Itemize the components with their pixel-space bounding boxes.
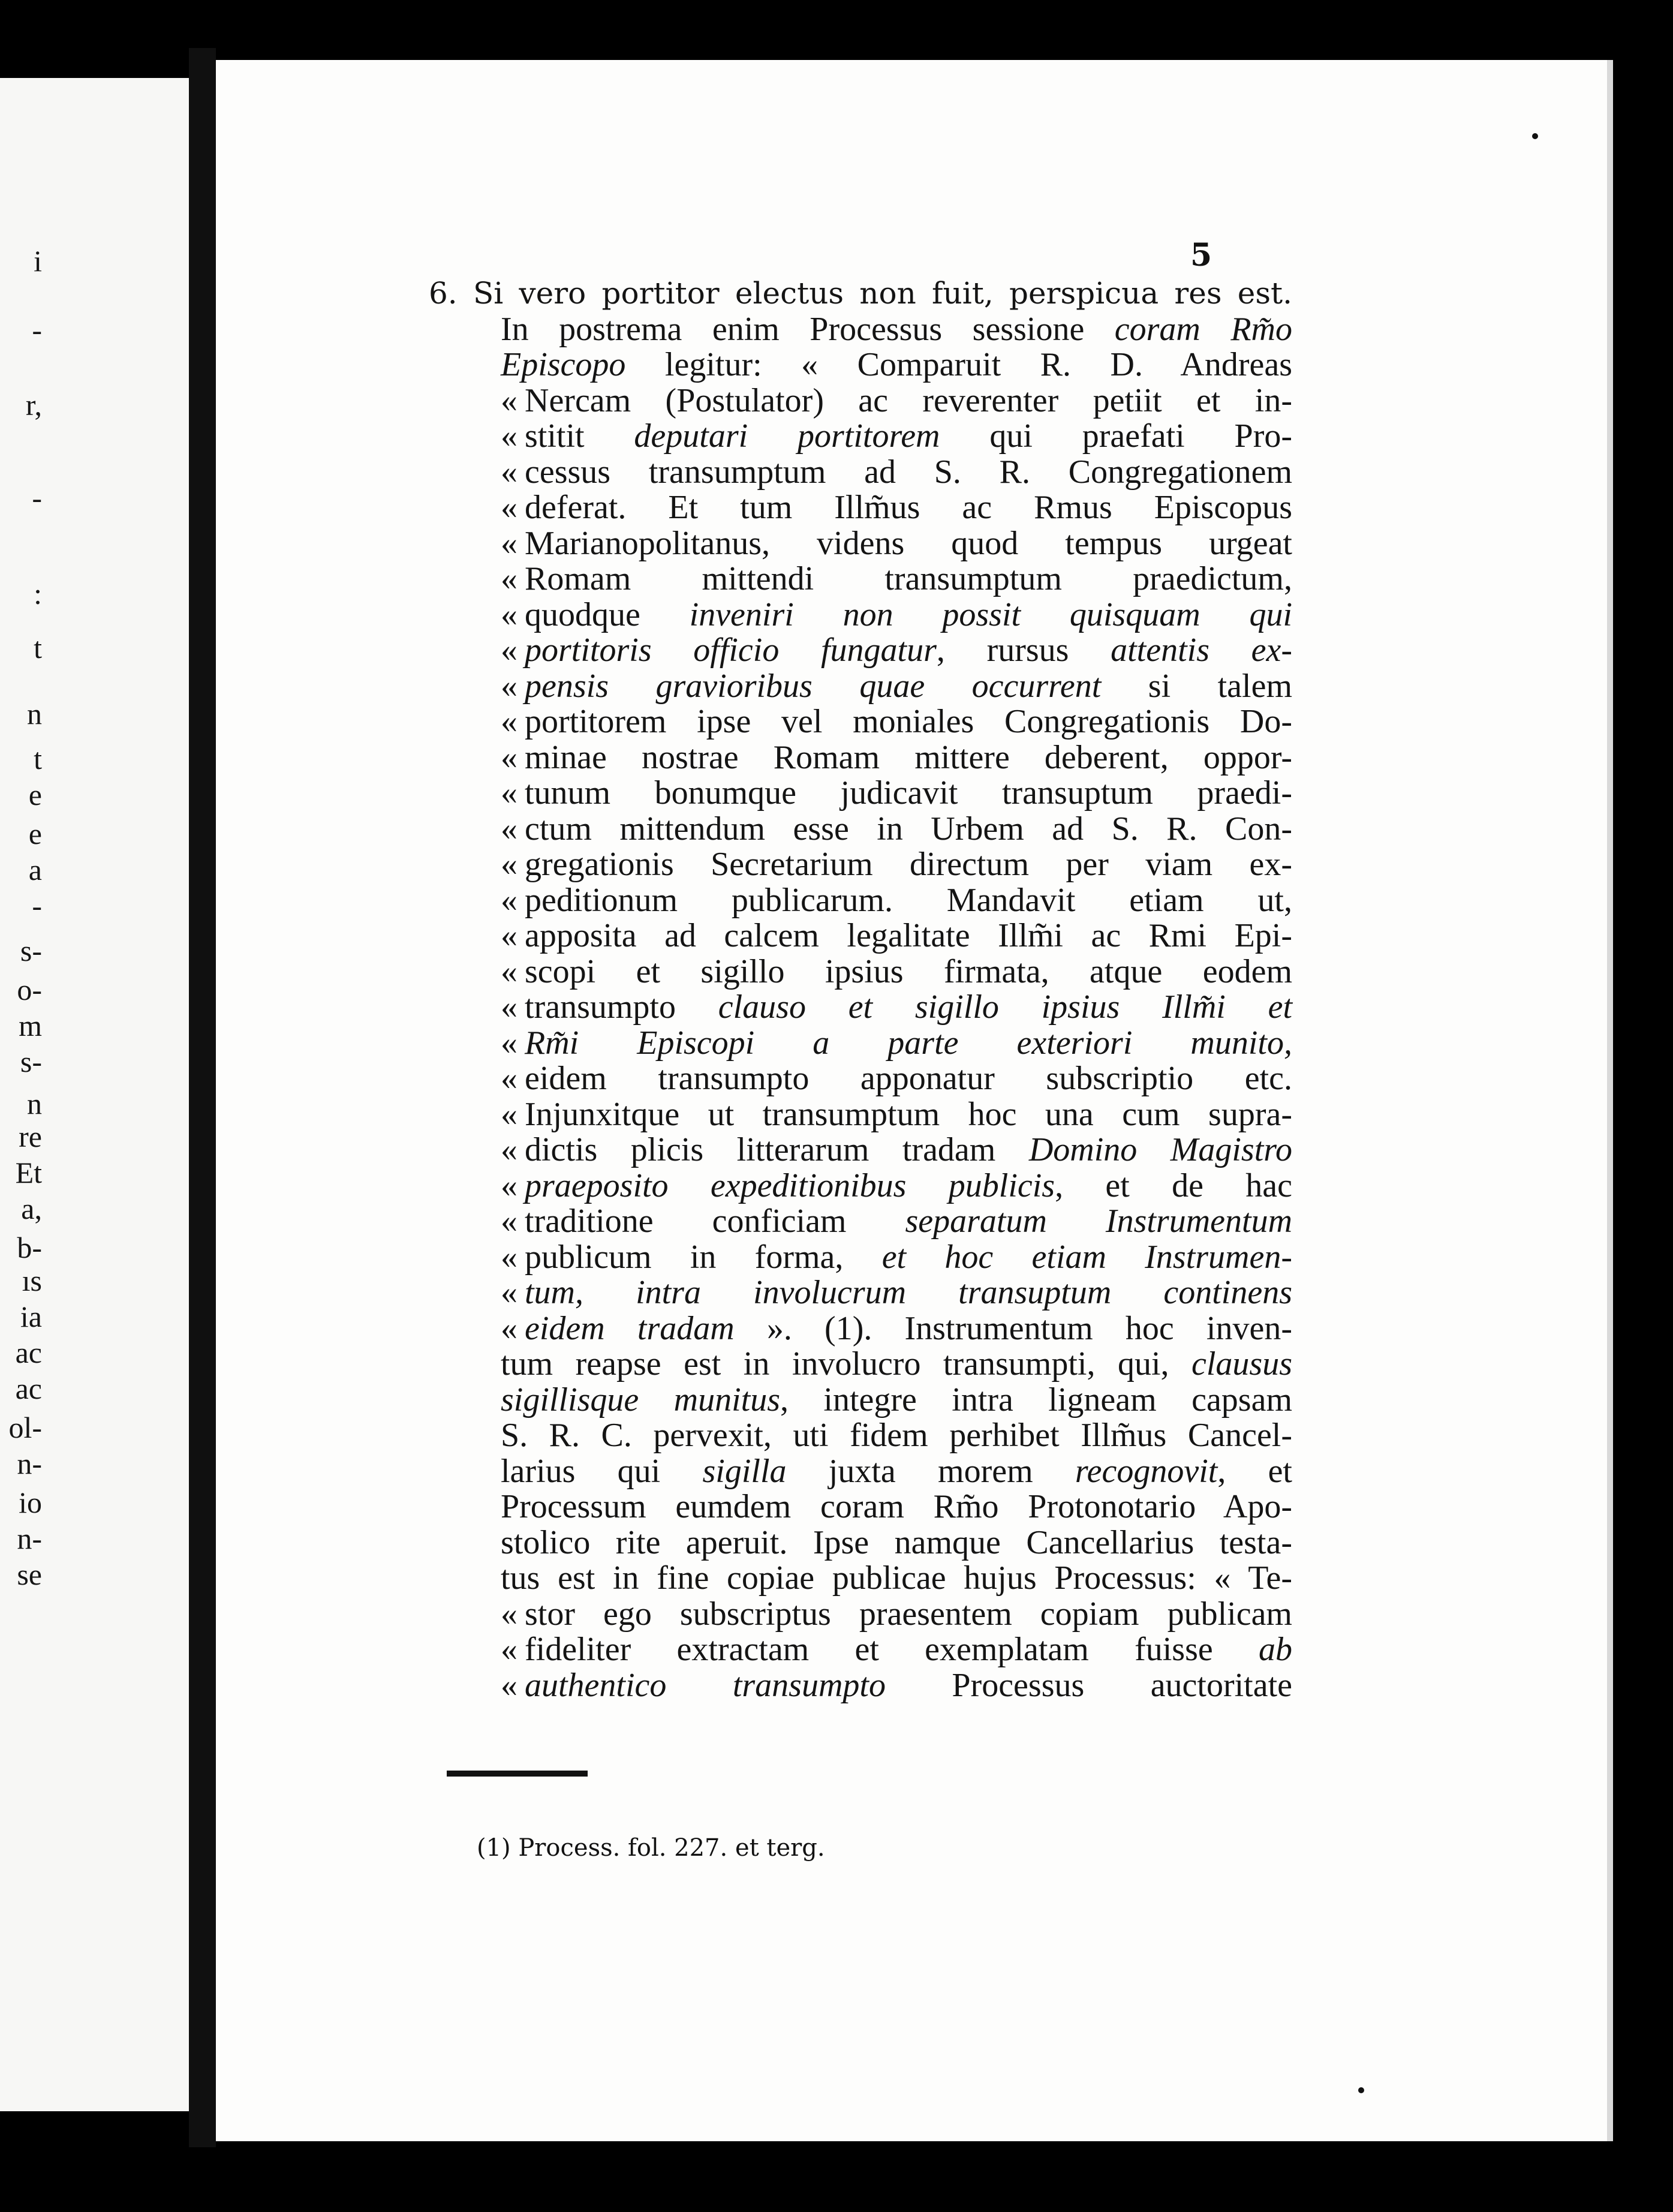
- margin-fragment: io: [19, 1486, 42, 1519]
- paper-speck: [1358, 2087, 1364, 2093]
- quote-mark: «: [501, 1167, 517, 1204]
- text-line: [501, 1240, 1292, 1276]
- margin-fragment: -: [32, 889, 42, 922]
- italic-text: sigillisque munitus: [501, 1381, 780, 1418]
- text-line: [501, 347, 1292, 383]
- margin-fragment: n: [27, 1087, 42, 1120]
- text-segment: portitorem ipse vel moniales Congregationis Do-: [525, 703, 1292, 740]
- text-segment: legitur: « Comparuit R. D. Andreas: [625, 346, 1292, 383]
- quote-mark: «: [501, 1131, 517, 1168]
- italic-text: separatum Instrumentum: [905, 1203, 1293, 1240]
- text-line: [501, 990, 1292, 1026]
- text-line: [501, 1168, 1292, 1204]
- text-segment: minae nostrae Romam mittere deberent, oppor-: [525, 738, 1292, 776]
- quote-mark: «: [501, 1274, 517, 1311]
- quote-mark: «: [501, 1095, 517, 1133]
- italic-text: eidem tradam: [525, 1309, 735, 1347]
- text-line: [501, 918, 1292, 954]
- quote-mark: «: [501, 596, 517, 633]
- text-line: [501, 455, 1292, 491]
- quote-mark: «: [501, 810, 517, 847]
- text-line: [501, 1204, 1292, 1240]
- text-line: [501, 740, 1292, 776]
- text-segment: S. R. C. pervexit, uti fidem perhibet Illm̃us Cancel-: [501, 1417, 1292, 1454]
- text-segment: deferat. Et tum Illm̃us ac Rmus Episcopus: [525, 489, 1292, 526]
- margin-fragment: ac: [15, 1372, 42, 1405]
- text-line: [501, 883, 1292, 919]
- text-line: [501, 669, 1292, 705]
- text-segment: traditione conficiam: [525, 1203, 905, 1240]
- footnote-rule: [447, 1771, 588, 1777]
- text-line: [501, 526, 1292, 562]
- text-line: [501, 1525, 1292, 1561]
- text-segment: tunum bonumque judicavit transuptum praedi-: [525, 774, 1292, 812]
- text-line: [501, 597, 1292, 633]
- text-line: [501, 1632, 1292, 1668]
- text-line: [501, 1097, 1292, 1133]
- text-segment: In postrema enim Processus sessione: [501, 310, 1115, 348]
- italic-text: portitoris officio fungatur: [525, 632, 937, 669]
- quote-mark: «: [501, 774, 517, 812]
- text-segment: eidem transumpto apponatur subscriptio etc.: [525, 1060, 1292, 1097]
- text-line: [501, 312, 1292, 348]
- margin-fragment: n-: [17, 1447, 42, 1480]
- margin-fragment: o-: [17, 973, 42, 1006]
- text-segment: 6. Si vero portitor electus non fuit, perspicua res est.: [429, 276, 1292, 311]
- italic-text: praeposito expeditionibus publicis: [525, 1167, 1055, 1204]
- quote-mark: «: [501, 489, 517, 526]
- margin-fragment: :: [34, 577, 42, 611]
- quote-mark: «: [501, 1666, 517, 1704]
- text-segment: quodque: [525, 596, 690, 633]
- text-segment: si talem: [1101, 667, 1292, 705]
- text-segment: apposita ad calcem legalitate Illm̃i ac Rmi Epi-: [525, 917, 1292, 954]
- text-line: [501, 812, 1292, 847]
- text-line: [501, 1061, 1292, 1097]
- text-segment: stor ego subscriptus praesentem copiam publicam: [525, 1595, 1292, 1633]
- italic-text: Rm̃i Episcopi a parte exteriori munito,: [525, 1024, 1292, 1062]
- text-segment: fideliter extractam et exemplatam fuisse: [525, 1631, 1259, 1668]
- margin-fragment: i: [34, 244, 42, 278]
- quote-mark: «: [501, 1238, 517, 1276]
- text-line: [501, 1347, 1292, 1382]
- margin-fragment: a: [28, 853, 42, 886]
- quote-mark: «: [501, 881, 517, 919]
- text-line: [501, 776, 1292, 812]
- quote-mark: «: [501, 1631, 517, 1668]
- text-segment: cessus transumptum ad S. R. Congregationem: [525, 453, 1292, 491]
- italic-text: recognovit: [1075, 1452, 1218, 1490]
- book-gutter: [189, 48, 216, 2147]
- text-segment: dictis plicis litterarum tradam: [525, 1131, 1029, 1168]
- page-number: 5: [1190, 237, 1212, 274]
- quote-mark: «: [501, 1203, 517, 1240]
- quote-mark: «: [501, 667, 517, 705]
- quote-mark: «: [501, 524, 517, 562]
- margin-fragment: ia: [20, 1300, 42, 1333]
- quote-mark: «: [501, 988, 517, 1026]
- margin-fragment: r,: [25, 388, 42, 422]
- text-line: [501, 1026, 1292, 1062]
- italic-text: Domino Magistro: [1028, 1131, 1292, 1168]
- italic-text: coram Rm̃o: [1114, 310, 1292, 348]
- italic-text: clausus: [1191, 1345, 1292, 1382]
- quote-mark: «: [501, 453, 517, 491]
- margin-fragment: t: [34, 742, 42, 776]
- margin-fragment: n: [27, 697, 42, 731]
- text-segment: ». (1). Instrumentum hoc inven-: [734, 1309, 1292, 1347]
- margin-fragment: Et: [15, 1156, 42, 1189]
- left-facing-page: [0, 78, 189, 2111]
- text-segment: peditionum publicarum. Mandavit etiam ut,: [525, 881, 1292, 919]
- margin-fragment: e: [28, 817, 42, 850]
- margin-fragment: b-: [17, 1231, 42, 1264]
- quote-mark: «: [501, 632, 517, 669]
- italic-text: sigilla: [702, 1452, 787, 1490]
- text-segment: juxta morem: [786, 1452, 1075, 1490]
- text-line: [501, 490, 1292, 526]
- text-segment: stolico rite aperuit. Ipse namque Cancellarius testa-: [501, 1523, 1292, 1561]
- text-line: [501, 847, 1292, 883]
- text-line: [501, 633, 1292, 669]
- italic-text: authentico transumpto: [525, 1666, 886, 1704]
- text-segment: scopi et sigillo ipsius firmata, atque eodem: [525, 952, 1292, 990]
- text-segment: Marianopolitanus, videns quod tempus urgeat: [525, 524, 1292, 562]
- margin-fragment: e: [28, 778, 42, 812]
- quote-mark: «: [501, 381, 517, 419]
- text-segment: tus est in fine copiae publicae hujus Processus: « Te-: [501, 1559, 1292, 1597]
- margin-fragment: n-: [17, 1522, 42, 1555]
- quote-mark: «: [501, 952, 517, 990]
- text-segment: Nercam (Postulator) ac reverenter petiit et in-: [525, 381, 1292, 419]
- italic-text: et hoc etiam Instrumen-: [881, 1238, 1292, 1276]
- text-line: [501, 1489, 1292, 1525]
- margin-fragment: s-: [20, 1045, 42, 1078]
- margin-fragment: s-: [20, 934, 42, 967]
- quote-mark: «: [501, 1024, 517, 1062]
- text-segment: , et: [1217, 1452, 1292, 1490]
- text-segment: , integre intra ligneam capsam: [780, 1381, 1293, 1418]
- quote-mark: «: [501, 1060, 517, 1097]
- text-line: [501, 1668, 1292, 1704]
- text-segment: , rursus: [936, 632, 1111, 669]
- text-segment: Romam mittendi transumptum praedictum,: [525, 560, 1292, 597]
- text-segment: Injunxitque ut transumptum hoc una cum supra-: [525, 1095, 1292, 1133]
- text-segment: ctum mittendum esse in Urbem ad S. R. Con-: [525, 810, 1292, 847]
- text-line: [501, 1418, 1292, 1454]
- text-segment: Processus auctoritate: [885, 1666, 1293, 1704]
- text-segment: larius qui: [501, 1452, 703, 1490]
- text-segment: publicum in forma,: [525, 1238, 882, 1276]
- italic-text: Episcopo: [501, 346, 626, 383]
- text-segment: gregationis Secretarium directum per viam ex-: [525, 846, 1292, 883]
- footnote: (1) Process. fol. 227. et terg.: [477, 1834, 825, 1862]
- text-line: [501, 954, 1292, 990]
- quote-mark: «: [501, 703, 517, 740]
- text-line: [501, 419, 1292, 455]
- text-line: [501, 1382, 1292, 1418]
- margin-fragment: ıs: [22, 1264, 42, 1297]
- italic-text: pensis gravioribus quae occurrent: [525, 667, 1102, 705]
- margin-fragment: -: [32, 313, 42, 347]
- margin-fragment: ac: [15, 1336, 42, 1369]
- margin-fragment: t: [34, 631, 42, 665]
- text-segment: tum reapse est in involucro transumpti, qui,: [501, 1345, 1191, 1382]
- italic-text: attentis ex-: [1111, 632, 1292, 669]
- italic-text: inveniri non possit quisquam qui: [689, 596, 1292, 633]
- text-segment: transumpto: [525, 988, 718, 1026]
- text-line: [501, 1311, 1292, 1347]
- italic-text: ab: [1259, 1631, 1292, 1668]
- margin-fragment: se: [17, 1558, 42, 1591]
- text-line: [501, 1597, 1292, 1633]
- text-line: [501, 1454, 1292, 1490]
- text-line: [501, 704, 1292, 740]
- italic-text: clauso et sigillo ipsius Illm̃i et: [718, 988, 1293, 1026]
- quote-mark: «: [501, 1595, 517, 1633]
- quote-mark: «: [501, 846, 517, 883]
- margin-fragment: ol-: [8, 1411, 42, 1444]
- quote-mark: «: [501, 1309, 517, 1347]
- text-line: [501, 561, 1292, 597]
- quote-mark: «: [501, 738, 517, 776]
- quote-mark: «: [501, 917, 517, 954]
- margin-fragment: re: [19, 1120, 42, 1153]
- text-line: [501, 1275, 1292, 1311]
- text-line: [501, 1561, 1292, 1597]
- margin-fragment: m: [19, 1009, 42, 1042]
- text-segment: qui praefati Pro-: [940, 417, 1292, 455]
- text-line: [501, 1132, 1292, 1168]
- text-line: [429, 276, 1292, 312]
- main-text-block: [429, 276, 1292, 1703]
- text-line: [501, 383, 1292, 419]
- paper-speck: [1532, 133, 1538, 139]
- italic-text: tum, intra involucrum transuptum continens: [525, 1274, 1292, 1311]
- italic-text: deputari portitorem: [634, 417, 940, 455]
- quote-mark: «: [501, 560, 517, 597]
- margin-fragment: -: [32, 481, 42, 515]
- text-segment: Processum eumdem coram Rm̃o Protonotario Apo-: [501, 1488, 1292, 1525]
- margin-fragment: a,: [21, 1192, 42, 1225]
- text-segment: , et de hac: [1055, 1167, 1292, 1204]
- quote-mark: «: [501, 417, 517, 455]
- text-segment: stitit: [525, 417, 634, 455]
